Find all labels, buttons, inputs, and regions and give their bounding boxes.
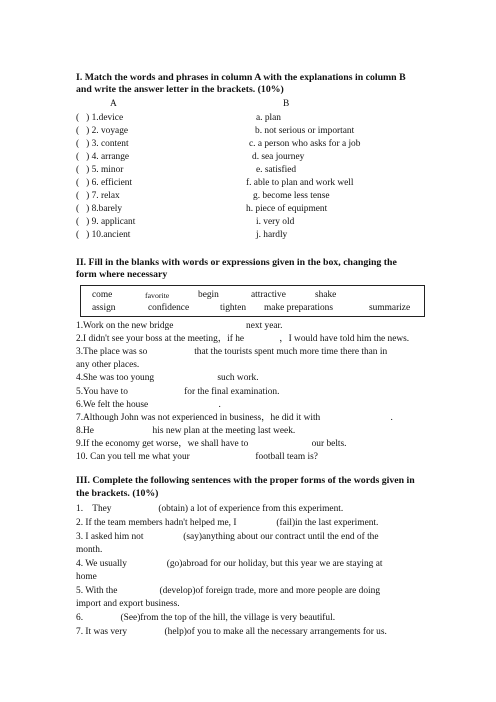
form-item-1: 1. They (obtain) a lot of experience from this experiment. xyxy=(76,504,344,514)
match-def-e: e. satisfied xyxy=(256,165,297,175)
fill-item-5: 5.You have to for the final examination. xyxy=(76,387,280,397)
match-def-c: c. a person who asks for a job xyxy=(249,139,361,149)
column-b-label: B xyxy=(283,99,290,109)
form-item-5-cont: import and export business. xyxy=(76,599,180,609)
box-word-summarize: summarize xyxy=(369,303,411,313)
match-item-7: ( ) 7. relax xyxy=(76,191,120,201)
match-item-8: ( ) 8.barely xyxy=(76,204,123,214)
match-def-h: h. piece of equipment xyxy=(246,204,328,214)
column-a-label: A xyxy=(110,99,117,109)
form-item-3-cont: month. xyxy=(76,545,103,555)
box-word-come: come xyxy=(92,290,113,300)
form-item-4-cont: home xyxy=(76,572,97,582)
word-box xyxy=(80,285,425,317)
section-1-heading-line-2: and write the answer letter in the brackets. (10%) xyxy=(76,84,284,95)
form-item-6: 6. (See)from the top of the hill, the village is very beautiful. xyxy=(76,613,336,623)
form-item-5: 5. With the (develop)of foreign trade, more and more people are doing xyxy=(76,586,381,596)
section-1-heading-line-1: I. Match the words and phrases in column A with the explanations in column B xyxy=(76,72,406,83)
section-2-heading-line-1: II. Fill in the blanks with words or expressions given in the box, changing the xyxy=(76,257,397,268)
match-item-4: ( ) 4. arrange xyxy=(76,152,130,162)
fill-item-8: 8.He his new plan at the meeting last week. xyxy=(76,426,296,436)
box-word-confidence: confidence xyxy=(148,303,190,313)
match-def-a: a. plan xyxy=(256,113,281,123)
box-word-make-preparations: make preparations xyxy=(264,303,333,313)
fill-item-6: 6.We felt the house . xyxy=(76,400,221,410)
box-word-shake: shake xyxy=(315,290,337,300)
box-word-attractive: attractive xyxy=(251,290,286,300)
section-3-heading-line-1: III. Complete the following sentences with the proper forms of the words given in xyxy=(76,475,415,486)
fill-item-10: 10. Can you tell me what your football team is? xyxy=(76,452,318,462)
match-item-1: ( ) 1.device xyxy=(76,113,124,123)
match-item-6: ( ) 6. efficient xyxy=(76,178,133,188)
form-item-4: 4. We usually (go)abroad for our holiday, but this year we are staying at xyxy=(76,559,383,569)
fill-item-3-cont: any other places. xyxy=(76,360,140,370)
match-item-5: ( ) 5. minor xyxy=(76,165,124,175)
match-item-3: ( ) 3. content xyxy=(76,139,129,149)
fill-item-2: 2.I didn't see your boss at the meeting，if he ，I would have told him the news. xyxy=(76,334,410,344)
section-3-heading-line-2: the brackets. (10%) xyxy=(76,488,159,499)
match-item-9: ( ) 9. applicant xyxy=(76,217,136,227)
fill-item-9: 9.If the economy get worse，we shall have to our belts. xyxy=(76,439,347,449)
form-item-3: 3. I asked him not (say)anything about our contract until the end of the xyxy=(76,532,379,542)
match-def-i: i. very old xyxy=(256,217,295,227)
fill-item-4: 4.She was too young such work. xyxy=(76,373,259,383)
match-def-g: g. become less tense xyxy=(253,191,330,201)
fill-item-1: 1.Work on the new bridge next year. xyxy=(76,321,283,331)
form-item-2: 2. If the team members hadn't helped me, I (fail)in the last experiment. xyxy=(76,518,379,528)
match-item-10: ( ) 10.ancient xyxy=(76,230,131,240)
match-def-b: b. not serious or important xyxy=(255,126,355,136)
match-item-2: ( ) 2. voyage xyxy=(76,126,129,136)
box-word-favorite: favorite xyxy=(145,291,170,300)
fill-item-3: 3.The place was so that the tourists spent much more time there than in xyxy=(76,347,388,357)
form-item-7: 7. It was very (help)of you to make all the necessary arrangements for us. xyxy=(76,627,387,637)
fill-item-7: 7.Although John was not experienced in business，he did it with . xyxy=(76,413,393,423)
box-word-begin: begin xyxy=(198,290,219,300)
match-def-d: d. sea journey xyxy=(252,152,305,162)
section-2-heading-line-2: form where necessary xyxy=(76,269,168,280)
match-def-f: f. able to plan and work well xyxy=(246,178,354,188)
match-def-j: j. hardly xyxy=(256,230,288,240)
box-word-tighten: tighten xyxy=(220,303,247,313)
box-word-assign: assign xyxy=(92,303,116,313)
